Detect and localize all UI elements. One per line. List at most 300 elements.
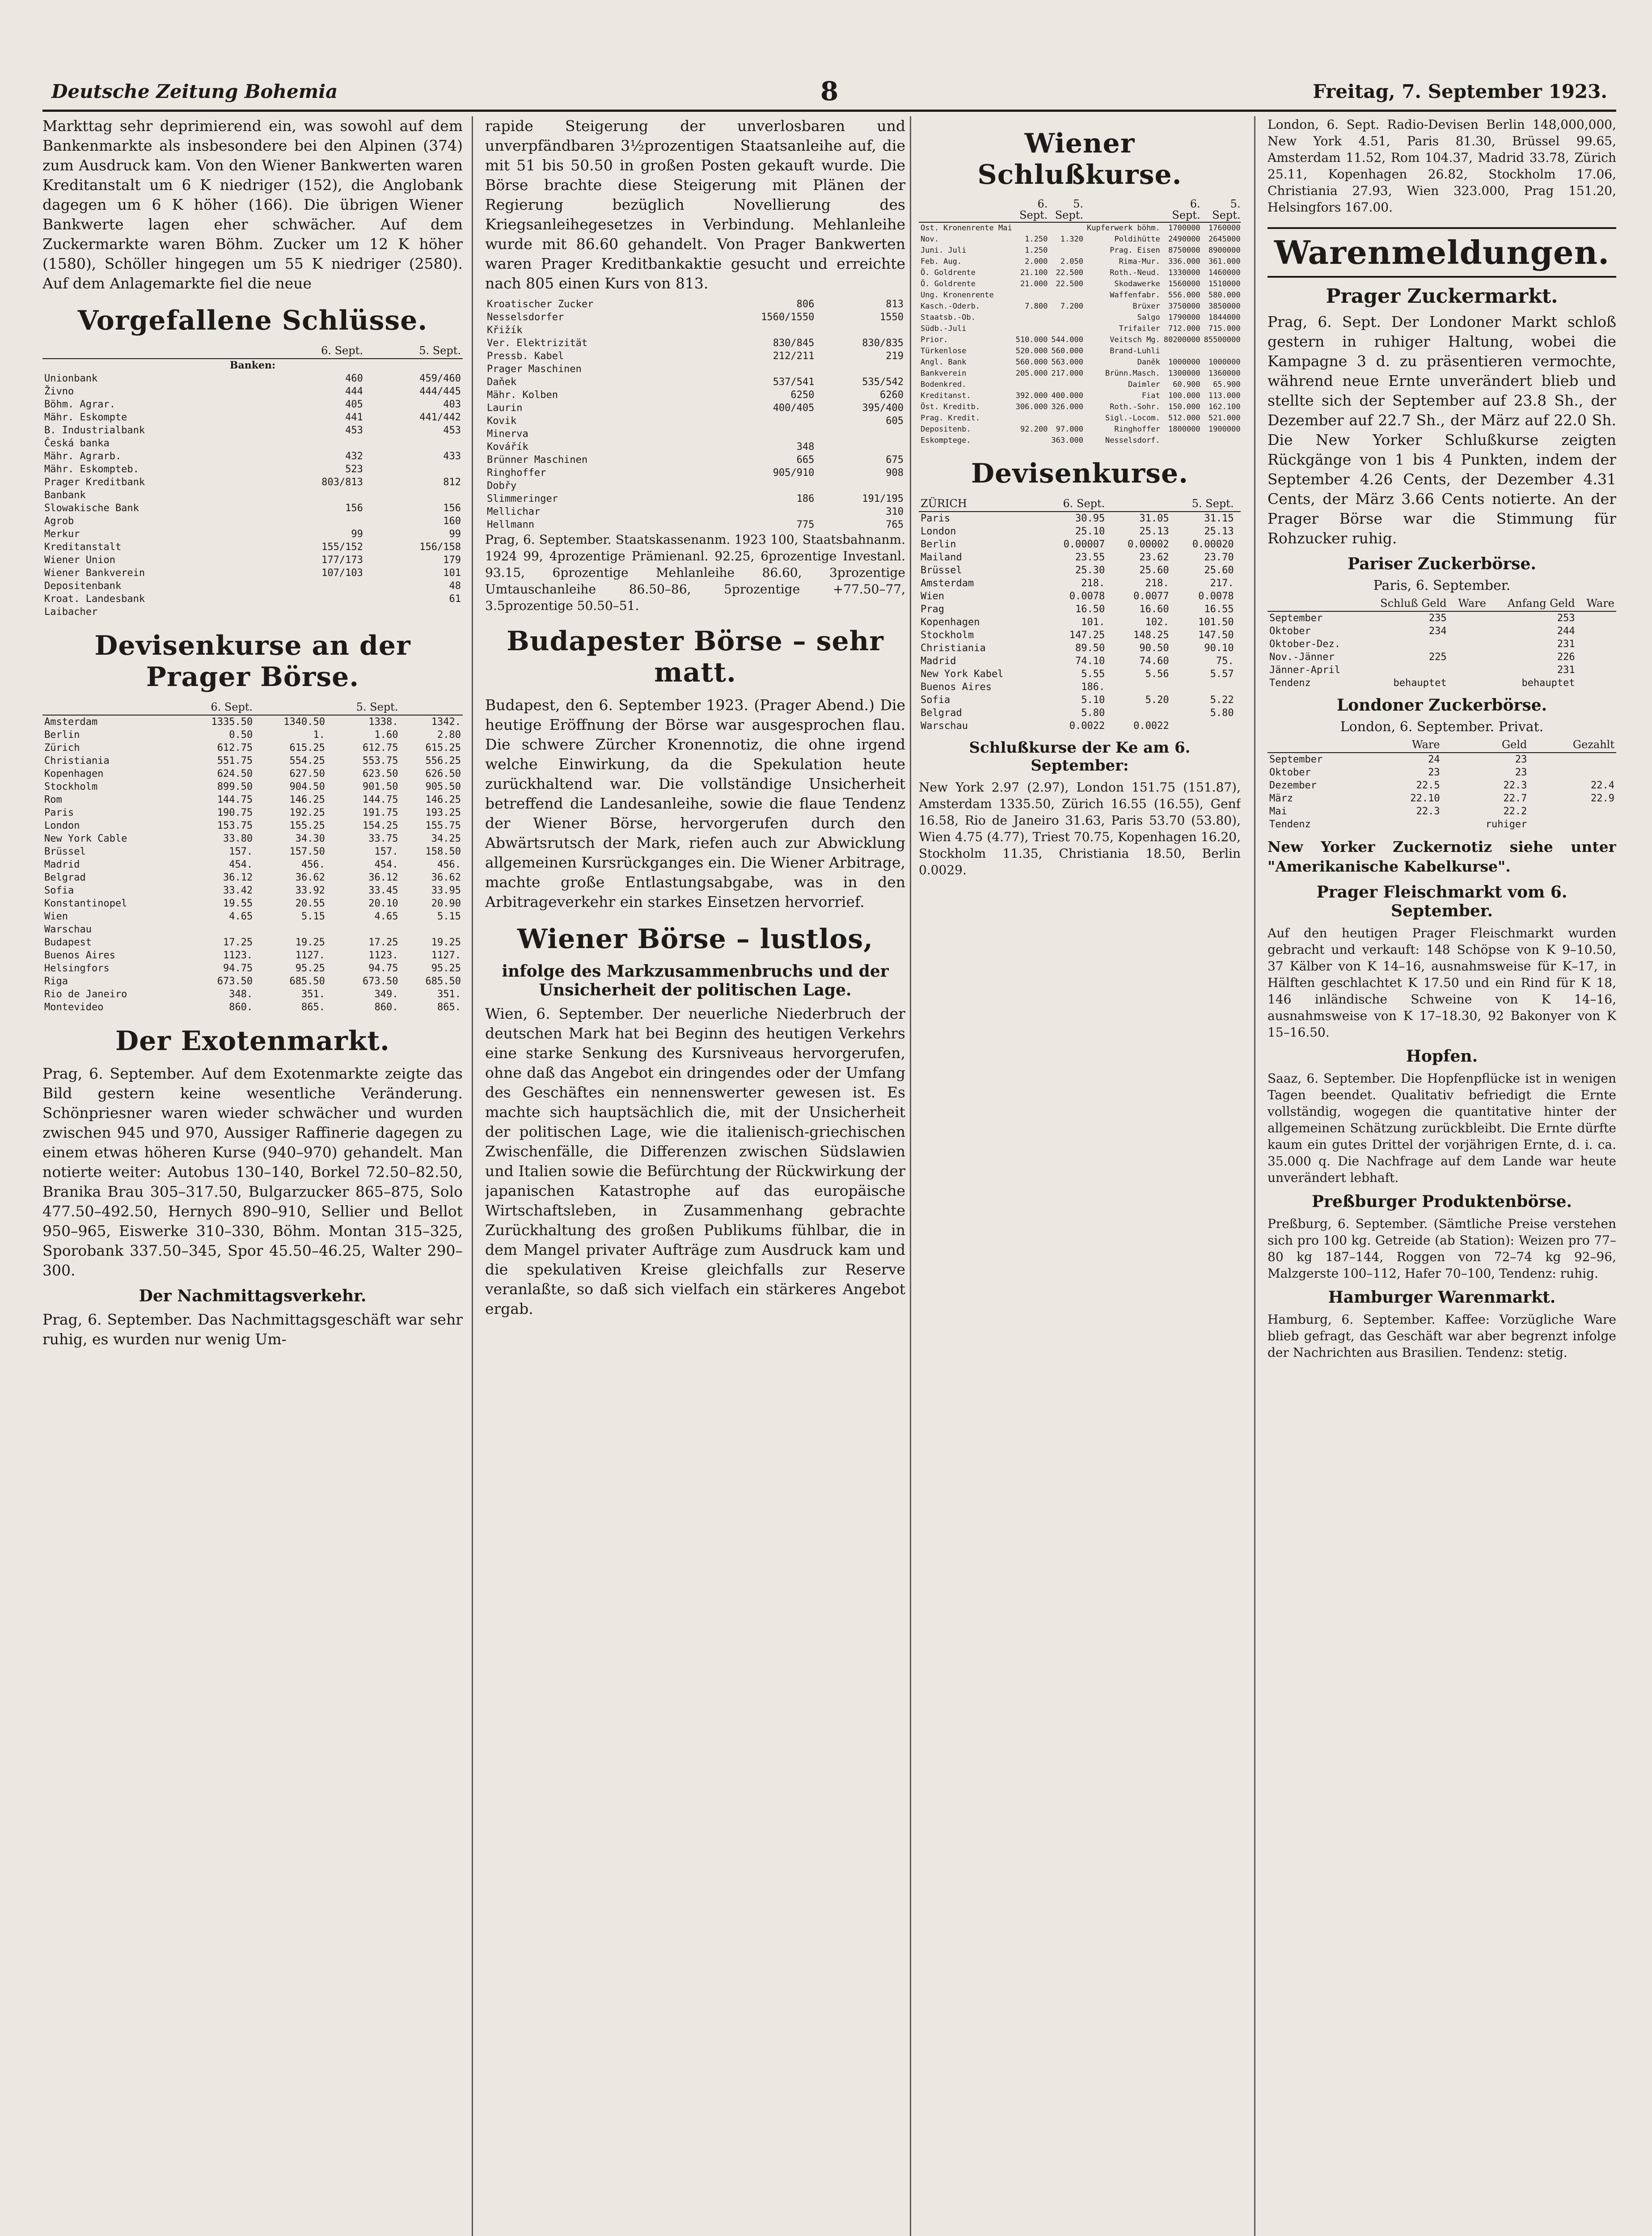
market-report-text: Markttag sehr deprimierend ein, was sowohl auf dem Bankenmarkte als insbesondere bei den Alpinen (374) zum Ausdruck kam. Von den Wiener Bankwerten waren Kreditanstalt um 6 K niedriger (152), die Anglobank dagegen um 6 K höher (166). Die übrigen Wiener Bankwerte lagen eher schwächer. Auf dem Zuckermarkte waren Böhm. Zucker um 12 K höher (1580), Schöller hingegen um 55 K niedriger (2580). Auf dem Anlagemarkte fiel die neue — [42, 117, 463, 292]
table-cell: 612.75 — [362, 742, 398, 754]
table-cell: 454. — [374, 859, 398, 870]
table-cell — [1529, 766, 1616, 779]
table-cell: 90.10 — [1204, 643, 1234, 654]
table-row — [919, 681, 1241, 694]
table-cell: 351. — [437, 989, 461, 1000]
table-row — [485, 453, 905, 466]
table-cell: Kopenhagen — [44, 768, 104, 779]
table-cell: Česká banka — [44, 438, 110, 449]
table-row — [919, 390, 1241, 402]
table-row — [485, 479, 905, 492]
table-cell: 48 — [449, 580, 461, 592]
table-cell: 36.12 — [223, 872, 253, 883]
table-row — [42, 476, 463, 489]
nachmittag-text: Prag, 6. September. Das Nachmittagsgeschäft war sehr ruhig, es wurden nur wenig Um- — [42, 1311, 463, 1348]
table-cell: 193.25 — [425, 807, 461, 818]
hamburg-heading: Hamburger Warenmarkt. — [1328, 1288, 1556, 1307]
table-cell — [365, 437, 463, 450]
table-header: 5. Sept. — [327, 700, 400, 715]
table-cell: Daněk — [1137, 358, 1160, 367]
table-row — [919, 590, 1241, 603]
table-cell: 306.000 — [1015, 402, 1048, 411]
table-header — [1085, 198, 1162, 222]
table-cell: Depositenbank — [44, 580, 122, 592]
table-header: 5. Sept. — [365, 343, 463, 359]
table-section-label: Banken: — [229, 360, 276, 371]
table-cell: 226 — [1557, 652, 1575, 663]
table-cell: 1127. — [431, 950, 461, 961]
table-cell: 113.000 — [1208, 391, 1241, 400]
table-row — [485, 492, 905, 505]
table-row — [42, 884, 463, 897]
table-header: 6. Sept. — [1042, 496, 1107, 512]
table-cell: Zürich — [44, 742, 80, 754]
table-cell: Roth.-Sohr. — [1110, 402, 1160, 411]
issue-date: Freitag, 7. September 1923. — [1313, 80, 1607, 102]
table-cell: 1360000 — [1208, 369, 1241, 378]
masthead — [42, 67, 1616, 112]
table-cell: 218. — [1081, 578, 1105, 589]
table-cell: Daňek — [487, 377, 517, 388]
devisenkurse-table — [919, 496, 1241, 733]
table-row — [42, 489, 463, 502]
table-header: 6. Sept. — [1162, 198, 1202, 222]
table-row — [919, 245, 1241, 256]
table-row — [42, 593, 463, 606]
table-body — [485, 298, 905, 531]
table-cell — [1449, 677, 1488, 690]
table-cell — [1577, 677, 1616, 690]
table-body — [919, 222, 1241, 446]
table-header: Ware — [1449, 596, 1488, 611]
table-row — [485, 505, 905, 518]
table-cell: Trifailer — [1119, 324, 1160, 333]
table-cell: 234 — [1428, 626, 1447, 637]
table-cell — [703, 363, 816, 376]
table-header — [42, 700, 182, 715]
table-cell: 0.0022 — [1069, 720, 1105, 732]
table-body — [1268, 753, 1616, 831]
table-row — [919, 694, 1241, 707]
table-cell: 1800000 — [1168, 425, 1200, 434]
table-cell — [1577, 625, 1616, 638]
table-body — [42, 359, 463, 618]
table-cell: Prag. Kredit. — [921, 414, 980, 423]
table-cell: Daimler — [1128, 380, 1160, 389]
table-header: ZÜRICH — [919, 496, 1042, 512]
table-cell: 865. — [301, 1002, 325, 1013]
table-cell: 1330000 — [1168, 268, 1200, 277]
table-row — [1268, 664, 1616, 677]
table-row — [485, 402, 905, 415]
table-row — [919, 234, 1241, 245]
table-cell: 5.80 — [1081, 707, 1105, 719]
table-cell: Oktober-Dez. — [1269, 639, 1340, 650]
table-cell: 99 — [449, 529, 461, 540]
table-cell: 22.500 — [1056, 280, 1084, 288]
table-cell: 5.57 — [1210, 669, 1234, 680]
table-cell: Brand-Luhli — [1110, 347, 1160, 356]
table-row — [919, 642, 1241, 655]
table-cell: 5.55 — [1081, 669, 1105, 680]
table-cell: Böhm. Agrar. — [44, 399, 115, 410]
table-cell: 904.50 — [289, 781, 325, 792]
table-cell: Wiener Union — [44, 555, 115, 566]
table-row — [919, 222, 1241, 234]
table-cell: Budapest — [44, 937, 92, 948]
table-cell — [365, 606, 463, 618]
table-cell: Juni. Juli — [921, 246, 967, 255]
table-cell — [267, 515, 365, 528]
table-cell: 23 — [1515, 767, 1527, 778]
table-cell — [816, 440, 905, 453]
table-row — [919, 538, 1241, 551]
table-cell — [1049, 323, 1085, 335]
table-row — [42, 975, 463, 988]
table-row — [42, 554, 463, 567]
table-cell: 899.50 — [217, 781, 253, 792]
table-cell: 623.50 — [362, 768, 398, 779]
table-cell: 25.30 — [1075, 565, 1105, 576]
table-cell: ruhiger — [1485, 819, 1527, 830]
table-cell: 22.3 — [1416, 806, 1440, 817]
table-cell: Veitsch Mg. — [1110, 335, 1160, 344]
pressburg-heading: Preßburger Produktenbörse. — [1311, 1192, 1572, 1211]
table-cell: 99 — [351, 529, 363, 540]
table-row — [919, 720, 1241, 733]
table-cell: 5.20 — [1145, 695, 1169, 706]
table-cell: 24 — [1428, 754, 1440, 765]
table-cell: 1338. — [368, 716, 398, 728]
table-cell — [182, 923, 255, 936]
industrie-table — [485, 298, 905, 531]
table-cell: 95.25 — [431, 963, 461, 974]
table-row — [919, 603, 1241, 616]
table-cell: Warschau — [44, 924, 92, 935]
table-cell: 454. — [229, 859, 253, 870]
table-cell: 460 — [345, 373, 363, 384]
table-header: 5. Sept. — [1171, 496, 1236, 512]
table-cell: 612.75 — [217, 742, 253, 754]
exotenmarkt-heading: Der Exotenmarkt. — [115, 1025, 390, 1057]
table-cell: 1335.50 — [211, 716, 253, 728]
table-cell — [1049, 222, 1085, 234]
table-cell: 0.0078 — [1198, 591, 1234, 602]
table-cell: 1340.50 — [283, 716, 325, 728]
table-cell: 147.25 — [1069, 630, 1105, 641]
table-cell: Madrid — [44, 859, 80, 870]
table-cell: 212/211 — [773, 351, 815, 362]
table-header: 6. Sept. — [1014, 198, 1050, 222]
table-row — [42, 910, 463, 923]
table-row — [1268, 651, 1616, 664]
table-cell: 100.000 — [1168, 391, 1200, 400]
table-cell: Madrid — [921, 656, 956, 667]
fleischmarkt-heading: Prager Fleischmarkt vom 6. September. — [1316, 883, 1567, 920]
table-cell: Rio de Janeiro — [44, 989, 127, 1000]
nachmittag-heading: Der Nachmittagsverkehr. — [139, 1287, 367, 1305]
table-cell: Mähr. Agrarb. — [44, 451, 122, 462]
table-cell — [1236, 642, 1241, 655]
table-cell: 101.50 — [1198, 617, 1234, 628]
table-cell — [1236, 577, 1241, 590]
column-rule — [472, 116, 473, 2236]
table-cell: 665 — [796, 454, 815, 466]
table-row — [1268, 818, 1616, 831]
table-cell: 865. — [437, 1002, 461, 1013]
table-cell: Poldihütte — [1114, 235, 1160, 244]
table-cell: Pressb. Kabel — [487, 351, 564, 362]
table-row — [919, 335, 1241, 346]
table-cell: London — [921, 526, 956, 537]
table-cell: Salgo — [1137, 313, 1160, 322]
table-cell: 146.25 — [289, 794, 325, 805]
table-cell: 361.000 — [1208, 257, 1241, 266]
table-cell: 1.250 — [1025, 235, 1048, 244]
table-row — [919, 413, 1241, 424]
table-cell: 0.0077 — [1133, 591, 1169, 602]
column-rule — [1254, 116, 1255, 2236]
table-cell — [1377, 818, 1442, 831]
table-cell: 544.000 — [1051, 335, 1084, 344]
table-cell: 806 — [796, 299, 815, 310]
table-cell: Ost. Kronenrente Mai — [921, 224, 1012, 233]
table-cell: 22.5 — [1416, 780, 1440, 791]
table-cell: Bankverein — [921, 369, 967, 378]
table-row — [919, 668, 1241, 681]
table-cell — [1162, 435, 1202, 446]
table-cell: 1. — [313, 729, 325, 741]
table-row — [919, 512, 1241, 525]
table-cell: Oktober — [1269, 767, 1311, 778]
table-cell: 25.13 — [1204, 526, 1234, 537]
table-cell: Prior. — [921, 335, 948, 344]
table-row — [919, 279, 1241, 290]
table-header: Ware — [1377, 737, 1442, 753]
table-cell: 25.13 — [1139, 526, 1169, 537]
table-cell: 94.75 — [223, 963, 253, 974]
table-cell — [703, 505, 816, 518]
table-row — [42, 741, 463, 754]
schluesse-heading: Vorgefallene Schlüsse. — [77, 305, 428, 336]
table-cell: Kovářík — [487, 441, 528, 453]
table-cell: 326.000 — [1051, 402, 1084, 411]
table-cell: 179 — [443, 555, 461, 566]
table-cell — [400, 923, 463, 936]
table-cell — [327, 923, 400, 936]
table-row — [919, 312, 1241, 323]
table-cell: 33.92 — [295, 885, 325, 896]
table-cell: 563.000 — [1051, 358, 1084, 367]
table-row — [42, 385, 463, 398]
table-cell — [267, 580, 365, 593]
table-cell: Brüssel — [921, 565, 962, 576]
table-cell: 19.55 — [223, 898, 253, 909]
table-row — [919, 301, 1241, 312]
table-cell: 157. — [229, 846, 253, 857]
table-cell — [1202, 346, 1241, 357]
table-row — [42, 580, 463, 593]
table-cell: 860. — [374, 1002, 398, 1013]
table-row — [485, 428, 905, 440]
table-cell: 219 — [886, 351, 904, 362]
table-cell: 190.75 — [217, 807, 253, 818]
newspaper-name: Deutsche Zeitung Bohemia — [51, 80, 338, 102]
table-cell: 553.75 — [362, 755, 398, 767]
table-cell: 1123. — [223, 950, 253, 961]
table-cell: Ö. Goldrente — [921, 280, 976, 288]
table-cell: 5.56 — [1145, 669, 1169, 680]
table-cell: 453 — [443, 425, 461, 436]
table-cell — [816, 428, 905, 440]
table-cell: Sofia — [44, 885, 74, 896]
table-header: Geld — [1442, 737, 1529, 753]
warenmeldungen-heading: Warenmeldungen. — [1268, 227, 1616, 278]
table-row — [919, 616, 1241, 629]
table-cell: Dezember — [1269, 780, 1317, 791]
table-cell: 97.000 — [1056, 425, 1084, 434]
table-cell — [1361, 664, 1449, 677]
table-header — [42, 343, 267, 359]
table-cell: September — [1269, 754, 1323, 765]
table-cell: 157.50 — [289, 846, 325, 857]
table-cell: Slimmeringer — [487, 493, 558, 504]
table-row — [42, 754, 463, 767]
table-cell: 400.000 — [1051, 391, 1084, 400]
table-cell: 177/173 — [321, 555, 363, 566]
table-cell: 25.10 — [1075, 526, 1105, 537]
table-body — [919, 512, 1241, 733]
table-row — [42, 858, 463, 871]
table-cell: 30.95 — [1075, 513, 1105, 524]
table-cell: 512.000 — [1168, 414, 1200, 423]
table-cell: 1560000 — [1168, 280, 1200, 288]
table-cell: Depositenb. — [921, 425, 971, 434]
table-cell: 535/542 — [862, 377, 904, 388]
table-row — [42, 450, 463, 463]
table-cell: Christiania — [44, 755, 110, 767]
table-cell — [816, 479, 905, 492]
table-cell: 521.000 — [1208, 414, 1241, 423]
table-cell: Kreditanst. — [921, 391, 971, 400]
table-row — [1268, 753, 1616, 766]
table-cell: 231 — [1557, 665, 1575, 676]
table-cell: 61 — [449, 593, 461, 605]
table-cell — [1236, 616, 1241, 629]
table-cell: 90.50 — [1139, 643, 1169, 654]
table-row — [42, 715, 463, 728]
table-cell: Türkenlose — [921, 347, 967, 356]
table-cell: Ung. Kronenrente — [921, 291, 994, 300]
table-row — [42, 936, 463, 949]
table-cell — [267, 489, 365, 502]
table-cell: 147.50 — [1198, 630, 1234, 641]
table-header: Ware — [1577, 596, 1616, 611]
table-cell: 1.250 — [1025, 246, 1048, 255]
table-header — [400, 700, 463, 715]
table-cell: Montevideo — [44, 1002, 104, 1013]
table-row — [1268, 792, 1616, 805]
table-cell: 0.00007 — [1063, 539, 1105, 550]
table-row — [485, 337, 905, 350]
table-row — [919, 379, 1241, 390]
table-cell: 60.900 — [1173, 380, 1200, 389]
table-cell: 1000000 — [1168, 358, 1200, 367]
pariser-dateline: Paris, 6. September. — [1373, 578, 1511, 593]
table-cell: 95.25 — [295, 963, 325, 974]
table-cell: 36.62 — [431, 872, 461, 883]
table-cell: Warschau — [921, 720, 968, 732]
table-cell: B. Industrialbank — [44, 425, 145, 436]
table-cell: Amsterdam — [921, 578, 974, 589]
table-cell: 812 — [443, 477, 461, 488]
table-row — [42, 502, 463, 515]
table-cell: 4.65 — [229, 911, 253, 922]
table-row — [42, 567, 463, 580]
table-cell — [1449, 651, 1488, 664]
table-cell: 156/158 — [419, 542, 461, 553]
londoner-zuckerboerse-heading: Londoner Zuckerbörse. — [1336, 696, 1547, 715]
table-cell — [1014, 413, 1050, 424]
table-row — [1268, 625, 1616, 638]
table-cell: 349. — [374, 989, 398, 1000]
table-cell: Berlin — [921, 539, 956, 550]
table-row — [485, 440, 905, 453]
table-cell: 908 — [886, 467, 904, 479]
table-cell: 673.50 — [362, 976, 398, 987]
schlusskurse-ke-text: New York 2.97 (2.97), London 151.75 (151.87), Amsterdam 1335.50, Zürich 16.55 (16.55), Genf 16.58, Rio de Janeiro 31.63, Paris 53.70 (53.80), Wien 4.75 (4.77), Triest 70.75, Kopenhagen 16.20, Stockholm 11.35, Christiania 18.50, Berlin 0.0029. — [919, 780, 1241, 877]
table-cell: 1550 — [880, 312, 904, 323]
table-row — [485, 363, 905, 376]
table-cell: 101 — [443, 567, 461, 579]
table-cell: Konstantinopel — [44, 898, 127, 909]
table-cell: 144.75 — [362, 794, 398, 805]
table-cell: 5.22 — [1210, 695, 1234, 706]
table-cell: 33.42 — [223, 885, 253, 896]
table-cell: 615.25 — [425, 742, 461, 754]
table-cell: Angl. Bank — [921, 358, 967, 367]
table-cell: Riga — [44, 976, 68, 987]
table-cell: Kasch.-Oderb. — [921, 302, 980, 311]
staatsanleihen-text: Prag, 6. September. Staatskassenanm. 1923 100, Staatsbahnanm. 1924 99, 4prozentige Prämienanl. 92.25, 6prozentige Investanl. 93.15, 6prozentige Mehlanleihe 86.60, 3prozentige Umtauschanleihe 86.50–86, 5prozentige +77.50–77, 3.5prozentige 50.50–51. — [485, 532, 905, 613]
wiener-schlusskurse-table — [919, 198, 1241, 446]
table-cell: 34.25 — [431, 833, 461, 844]
table-cell: 520.000 — [1015, 347, 1048, 356]
table-cell — [1236, 681, 1241, 694]
table-cell: 150.000 — [1168, 402, 1200, 411]
table-cell: 217.000 — [1051, 369, 1084, 378]
table-cell: 218. — [1145, 578, 1169, 589]
table-cell: 17.25 — [223, 937, 253, 948]
table-cell — [816, 363, 905, 376]
table-cell: 154.25 — [362, 820, 398, 831]
table-cell: 20.10 — [368, 898, 398, 909]
table-row — [485, 324, 905, 337]
table-cell: 605 — [886, 415, 904, 427]
table-cell — [1529, 818, 1616, 831]
table-header: 5. Sept. — [1049, 198, 1085, 222]
table-cell — [1236, 525, 1241, 538]
table-cell: 22.3 — [1503, 780, 1527, 791]
table-cell: 23.62 — [1139, 552, 1169, 563]
table-row — [919, 655, 1241, 668]
table-cell: Stockholm — [921, 630, 974, 641]
table-row — [42, 871, 463, 884]
table-cell: 156 — [443, 503, 461, 514]
table-cell: Stockholm — [44, 781, 98, 792]
table-cell: 6250 — [790, 390, 815, 401]
table-cell — [267, 437, 365, 450]
